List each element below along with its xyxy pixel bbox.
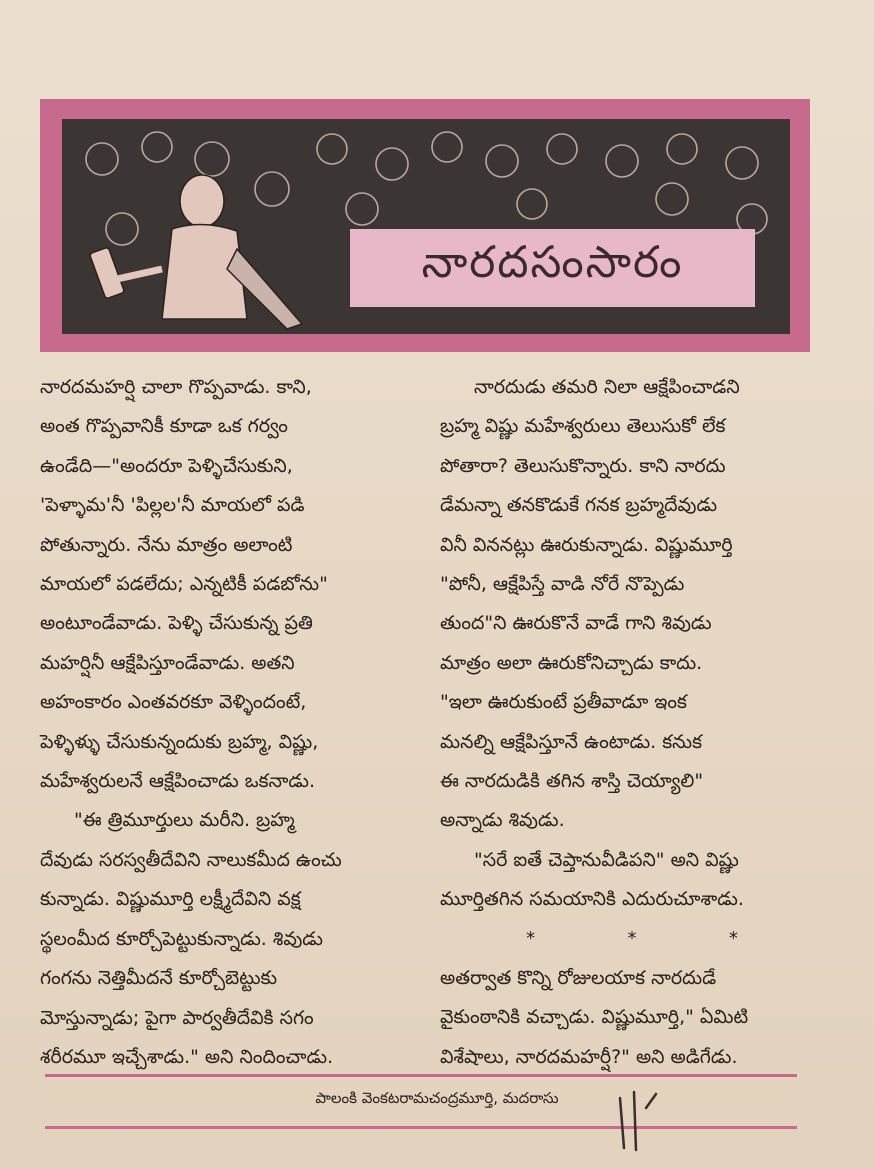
- story-title: నారదసంసారం: [350, 229, 755, 307]
- text-line: డేమన్నా తనకొడుకే గనక బ్రహ్మదేవుడు: [440, 494, 718, 517]
- text-line: శరీరమూ ఇచ్చేశాడు." అని నిందించాడు.: [40, 1045, 334, 1068]
- handwritten-mark: [612, 1088, 664, 1154]
- text-line: "ఈ త్రిమూర్తులు మరీని. బ్రహ్మ: [74, 809, 295, 832]
- bottom-rule: [45, 1126, 797, 1129]
- text-line: మాత్రం అలా ఊరుకోనిచ్చాడు కాదు.: [440, 651, 703, 674]
- text-line: అతర్వాత కొన్ని రోజులయాక నారదుడే: [440, 966, 717, 989]
- section-break: [440, 920, 824, 959]
- text-line: అంత గొప్పవానికీ కూడా ఒక గర్వం: [40, 415, 288, 438]
- star-glyph: *: [526, 928, 536, 950]
- author-byline: పాలంకి వెంకటరామచంద్రమూర్తి, మదరాసు: [315, 1089, 559, 1107]
- text-line: "పోనీ, ఆక్షేపిస్తే వాడి నోరే నొప్పెడు: [440, 573, 685, 596]
- star-glyph: *: [627, 928, 637, 950]
- text-line: దేవుడు సరస్వతీదేవిని నాలుకమీద ఉంచు: [40, 848, 342, 871]
- text-line: ఉండేది—"అందరూ పెళ్ళిచేసుకుని,: [40, 454, 293, 477]
- text-line: తుంద"ని ఊరుకొనే వాడే గాని శివుడు: [440, 612, 712, 635]
- text-line: స్థలంమీద కూర్చోపెట్టుకున్నాడు. శివుడు: [40, 927, 323, 950]
- text-line: మనల్ని ఆక్షేపిస్తూనే ఉంటాడు. కనుక: [440, 730, 703, 753]
- text-line: మాయలో పడలేదు; ఎన్నటికీ పడబోను": [40, 573, 328, 596]
- text-line: నారదమహర్షి చాలా గొప్పవాడు. కాని,: [40, 376, 312, 398]
- text-line: పెళ్ళిళ్ళు చేసుకున్నందుకు బ్రహ్మ, విష్ణు,: [40, 730, 319, 753]
- text-line: బ్రహ్మ విష్ణు మహేశ్వరులు తెలుసుకో లేక: [440, 415, 726, 438]
- top-rule: [45, 1074, 797, 1077]
- text-line: మోస్తున్నాడు; పైగా పార్వతీదేవికి సగం: [40, 1006, 314, 1029]
- text-line: వినీ విననట్లు ఊరుకున్నాడు. విష్ణుమూర్తి: [440, 533, 733, 556]
- text-line: అహంకారం ఎంతవరకూ వెళ్ళిందంటే,: [40, 691, 307, 714]
- text-line: పోతారా? తెలుసుకొన్నారు. కాని నారదు: [440, 454, 726, 477]
- text-line: "సరే ఐతే చెప్తానువీడిపని" అని విష్ణు: [474, 848, 739, 871]
- text-line: "ఇలా ఊరుకుంటే ప్రతీవాడూ ఇంక: [440, 691, 687, 714]
- text-line: ఈ నారదుడికి తగిన శాస్తి చెయ్యాలి": [440, 770, 704, 793]
- text-line: నారదుడు తమరి నిలా ఆక్షేపించాడని: [474, 376, 740, 398]
- text-line: వైకుంఠానికి వచ్చాడు. విష్ణుమూర్తి," ఏమిటి: [440, 1006, 749, 1029]
- text-line: అన్నాడు శివుడు.: [440, 809, 565, 832]
- text-line: గంగను నెత్తిమీదనే కూర్చోబెట్టుకు: [40, 967, 278, 990]
- text-line: మహర్షినీ ఆక్షేపిస్తూండేవాడు. అతని: [40, 651, 295, 674]
- left-column: [40, 368, 424, 1077]
- text-line: 'పెళ్ళామ'నీ 'పిల్లల'నీ మాయలో పడి: [40, 494, 305, 517]
- text-line: పోతున్నారు. నేను మాత్రం అలాంటి: [40, 533, 293, 556]
- text-line: కున్నాడు. విష్ణుమూర్తి లక్ష్మీదేవిని వక్ష: [40, 888, 301, 911]
- text-line: అంటూండేవాడు. పెళ్ళి చేసుకున్న ప్రతి: [40, 612, 313, 635]
- text-line: మూర్తితగిన సమయానికి ఎదురుచూశాడు.: [440, 888, 744, 911]
- text-line: విశేషాలు, నారదమహర్షీ?" అని అడిగేడు.: [440, 1045, 738, 1068]
- text-line: మహేశ్వరులనే ఆక్షేపించాడు ఒకనాడు.: [40, 770, 315, 793]
- star-glyph: *: [728, 928, 738, 950]
- right-column: [440, 368, 824, 1077]
